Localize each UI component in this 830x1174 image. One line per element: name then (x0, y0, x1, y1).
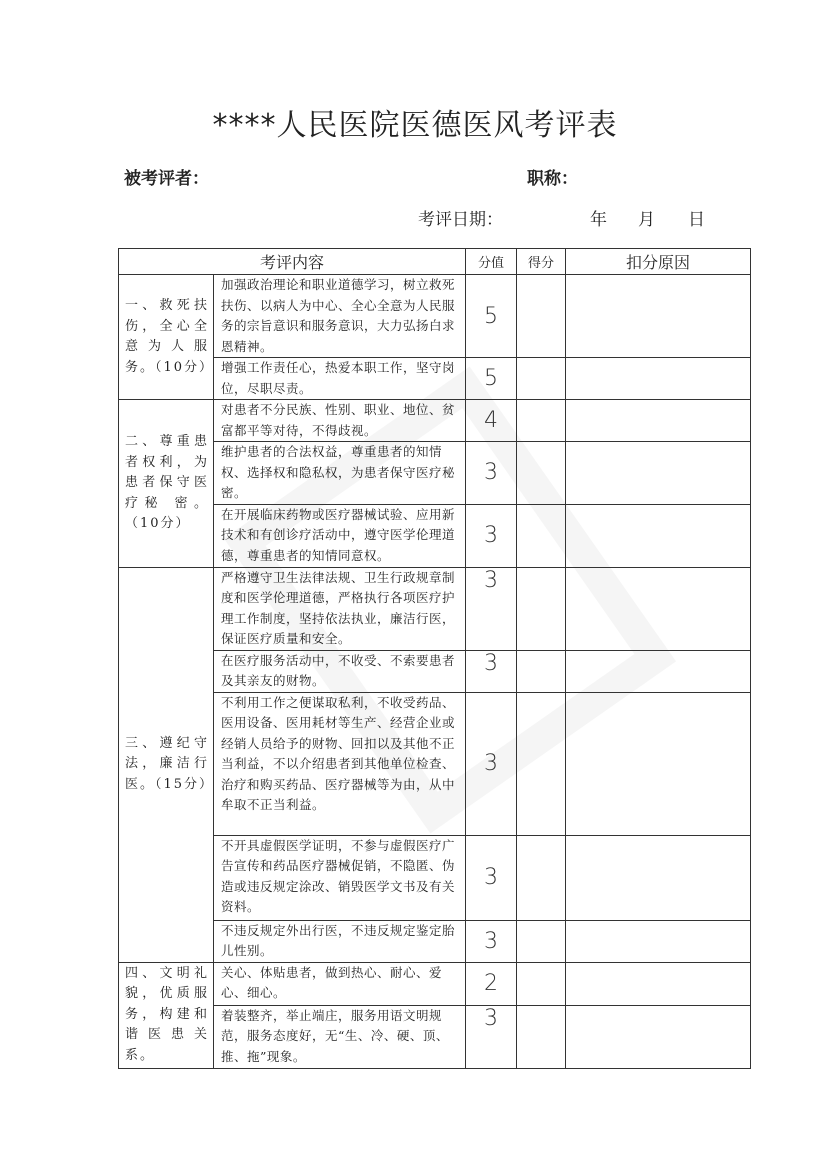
deduction-reason-input-cell[interactable] (566, 920, 751, 962)
date-day: 日 (688, 210, 705, 230)
deduction-reason-input-cell[interactable] (566, 442, 751, 505)
points-value: 5 (466, 275, 517, 358)
score-input-cell[interactable] (517, 567, 566, 650)
criteria-text: 在开展临床药物或医疗器械试验、应用新技术和有创诊疗活动中，遵守医学伦理道德，尊重患者的知情同意权。 (214, 504, 466, 567)
criteria-text: 不违反规定外出行医，不违反规定鉴定胎儿性别。 (214, 920, 466, 962)
table-row (119, 442, 751, 505)
table-row (119, 962, 751, 1005)
score-input-cell[interactable] (517, 920, 566, 962)
category-cell: 二、尊重患者权利，为患者保守医疗秘 密。（10分） (119, 400, 214, 568)
table-row (119, 567, 751, 650)
criteria-text: 不利用工作之便谋取私利，不收受药品、医用设备、医用耗材等生产、经营企业或经销人员给予的财物、回扣以及其他不正当利益，不以介绍患者到其他单位检查、治疗和购买药品、医疗器械等为由，从中牟取不正当利益。 (214, 692, 466, 835)
date-month: 月 (638, 210, 655, 230)
category-cell: 三、遵纪守法，廉洁行医。（15分） (119, 567, 214, 962)
score-input-cell[interactable] (517, 504, 566, 567)
deduction-reason-input-cell[interactable] (566, 358, 751, 400)
score-input-cell[interactable] (517, 692, 566, 835)
position-label: 职称： (527, 169, 578, 189)
table-header-row (119, 249, 751, 275)
deduction-reason-input-cell[interactable] (566, 275, 751, 358)
table-row (119, 275, 751, 358)
header-points: 分值 (466, 249, 517, 275)
deduction-reason-input-cell[interactable] (566, 835, 751, 920)
deduction-reason-input-cell[interactable] (566, 650, 751, 692)
points-value: 3 (466, 442, 517, 505)
criteria-text: 不开具虚假医学证明，不参与虚假医疗广告宣传和药品医疗器械促销，不隐匿、伪造或违反规定涂改、销毁医学文书及有关资料。 (214, 835, 466, 920)
table-row (119, 1005, 751, 1068)
category-cell: 四、文明礼貌，优质服务，构建和谐医患关系。 (119, 962, 214, 1068)
deduction-reason-input-cell[interactable] (566, 567, 751, 650)
deduction-reason-input-cell[interactable] (566, 962, 751, 1005)
points-value: 3 (466, 567, 517, 650)
points-value: 3 (466, 504, 517, 567)
table-row (119, 504, 751, 567)
deduction-reason-input-cell[interactable] (566, 1005, 751, 1068)
category-cell: 一、救死扶伤，全心全意为人服务。（10分） (119, 275, 214, 400)
header-deduction-reason: 扣分原因 (566, 249, 751, 275)
evaluatee-label: 被考评者： (124, 169, 209, 189)
evaluation-table (118, 248, 751, 1069)
table-row (119, 650, 751, 692)
deduction-reason-input-cell[interactable] (566, 692, 751, 835)
score-input-cell[interactable] (517, 358, 566, 400)
table-row (119, 692, 751, 835)
points-value: 5 (466, 358, 517, 400)
points-value: 3 (466, 920, 517, 962)
table-row (119, 835, 751, 920)
points-value: 3 (466, 835, 517, 920)
criteria-text: 在医疗服务活动中，不收受、不索要患者及其亲友的财物。 (214, 650, 466, 692)
score-input-cell[interactable] (517, 1005, 566, 1068)
header-score: 得分 (517, 249, 566, 275)
table-row (119, 920, 751, 962)
criteria-text: 增强工作责任心，热爱本职工作，坚守岗位，尽职尽责。 (214, 358, 466, 400)
points-value: 3 (466, 1005, 517, 1068)
criteria-text: 维护患者的合法权益，尊重患者的知情权、选择权和隐私权，为患者保守医疗秘密。 (214, 442, 466, 505)
points-value: 2 (466, 962, 517, 1005)
score-input-cell[interactable] (517, 400, 566, 442)
criteria-text: 加强政治理论和职业道德学习，树立救死扶伤、以病人为中心、全心全意为人民服务的宗旨意识和服务意识，大力弘扬白求恩精神。 (214, 275, 466, 358)
deduction-reason-input-cell[interactable] (566, 400, 751, 442)
score-input-cell[interactable] (517, 650, 566, 692)
criteria-text: 关心、体贴患者，做到热心、耐心、爱心、细心。 (214, 962, 466, 1005)
score-input-cell[interactable] (517, 442, 566, 505)
deduction-reason-input-cell[interactable] (566, 504, 751, 567)
header-content: 考评内容 (119, 249, 466, 275)
points-value: 3 (466, 650, 517, 692)
score-input-cell[interactable] (517, 835, 566, 920)
criteria-text: 着装整齐，举止端庄，服务用语文明规范，服务态度好，无“生、冷、硬、顶、推、拖”现象。 (214, 1005, 466, 1068)
table-row (119, 400, 751, 442)
score-input-cell[interactable] (517, 962, 566, 1005)
page-title: ****人民医院医德医风考评表 (212, 108, 618, 143)
points-value: 3 (466, 692, 517, 835)
score-input-cell[interactable] (517, 275, 566, 358)
points-value: 4 (466, 400, 517, 442)
date-year: 年 (590, 210, 607, 230)
criteria-text: 对患者不分民族、性别、职业、地位、贫富都平等对待，不得歧视。 (214, 400, 466, 442)
date-label: 考评日期： (418, 210, 503, 230)
criteria-text: 严格遵守卫生法律法规、卫生行政规章制度和医学伦理道德，严格执行各项医疗护理工作制度，坚持依法执业，廉洁行医，保证医疗质量和安全。 (214, 567, 466, 650)
